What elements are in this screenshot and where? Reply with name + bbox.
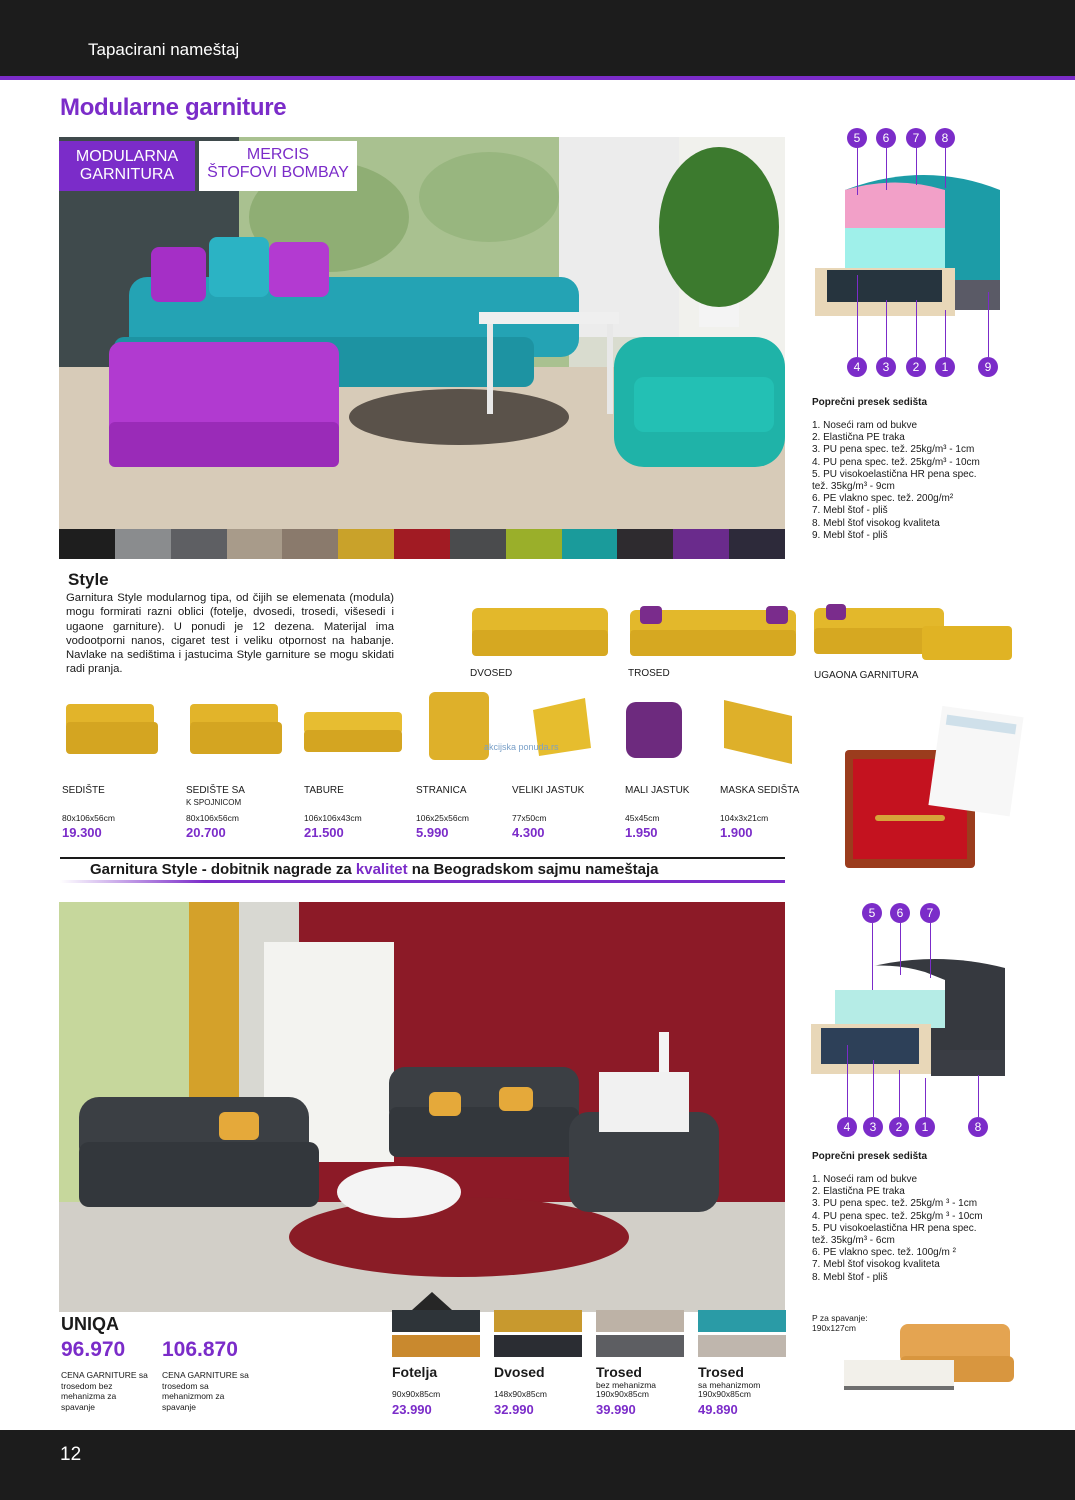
- spec-item: 7. Mebl štof - pliš: [812, 505, 888, 517]
- module-photo-mali-jastuk: [620, 698, 688, 762]
- bed-size: 190x127cm: [812, 1323, 856, 1333]
- fabric-swatch: [450, 529, 506, 559]
- uniqa-swatch: [698, 1335, 786, 1357]
- cs2-top-7: 7: [920, 903, 940, 923]
- module-size: 45x45cm: [625, 813, 660, 823]
- module-price: 19.300: [62, 825, 102, 840]
- cs1-top-line: [886, 148, 887, 190]
- module-size: 104x3x21cm: [720, 813, 769, 823]
- uniqa-item-sub: sa mehanizmom: [698, 1380, 761, 1390]
- spec-list-2: [812, 1174, 1022, 1284]
- uniqa-item-size: 190x90x85cm: [596, 1389, 649, 1399]
- cs1-bot-4: 4: [847, 357, 867, 377]
- uniqa-item-name: Trosed: [698, 1364, 744, 1380]
- cs1-bot-1: 1: [935, 357, 955, 377]
- uniqa-price-1: 96.970: [61, 1338, 126, 1361]
- cs1-top-line: [916, 148, 917, 185]
- fabric-swatch: [617, 529, 673, 559]
- spec-item: tež. 35kg/m³ - 6cm: [812, 1235, 895, 1247]
- cross-section-diagram-2: [805, 910, 1015, 1120]
- fabric-swatch-strip: [59, 529, 785, 559]
- module-name: TABURE: [304, 785, 344, 796]
- module-name: SEDIŠTE: [62, 785, 105, 796]
- cs2-bot-2: 2: [889, 1117, 909, 1137]
- badge-modular: [59, 141, 195, 191]
- badge-modular-line1: MODULARNA: [75, 148, 179, 165]
- cs2-bot-line: [873, 1060, 874, 1117]
- sofa-bed-photo: [840, 1320, 1015, 1410]
- style-heading: Style: [68, 570, 109, 589]
- cs1-bot-3: 3: [876, 357, 896, 377]
- uniqa-swatch: [494, 1310, 582, 1332]
- footer-bar: [0, 1430, 1075, 1500]
- pointer-triangle: [412, 1292, 452, 1310]
- module-name: STRANICA: [416, 785, 467, 796]
- cs2-bot-line: [847, 1045, 848, 1117]
- spec-item: 4. PU pena spec. tež. 25kg/m³ - 10cm: [812, 456, 980, 468]
- fabric-swatch: [115, 529, 171, 559]
- module-price: 5.990: [416, 825, 449, 840]
- fabric-swatch: [171, 529, 227, 559]
- cs1-bot-line: [988, 292, 989, 357]
- award-bar-bottom: [60, 880, 785, 883]
- bed-note: P za spavanje:: [812, 1313, 868, 1323]
- spec-title: Poprečni presek sedišta: [812, 397, 928, 408]
- cs1-top-7: 7: [906, 128, 926, 148]
- module-size: 106x106x43cm: [304, 813, 362, 823]
- cs1-bot-line: [886, 300, 887, 357]
- spec-item: 2. Elastična PE traka: [812, 432, 905, 444]
- award-text-end: na Beogradskom sajmu nameštaja: [411, 861, 659, 878]
- spec-item: 1. Noseći ram od bukve: [812, 1174, 918, 1185]
- spec-item: 8. Mebl štof - pliš: [812, 1271, 888, 1283]
- fabric-swatch: [338, 529, 394, 559]
- module-price: 4.300: [512, 825, 545, 840]
- cs2-bot-4: 4: [837, 1117, 857, 1137]
- product-photo-dvosed: [470, 600, 610, 662]
- style-description: Garnitura Style modularnog tipa, od čijih se elemenata (modula) mogu formirati razni oblici (fotelje, dvosedi, trosedi, višesedi i ugaone garniture). U ponudi je 12 dezena. Materijal ima vodootporni nanos, cigaret test i veliku otpornost na habanje. Navlake na sedištima i jastucima Style garniture se mogu skidati radi pranja.: [66, 592, 394, 676]
- uniqa-item-name: Trosed: [596, 1364, 642, 1380]
- header-divider: [0, 76, 1075, 80]
- spec-item: 2. Elastična PE traka: [812, 1186, 905, 1198]
- fabric-swatch: [673, 529, 729, 559]
- module-price: 20.700: [186, 825, 226, 840]
- header-bar: [0, 0, 1075, 76]
- module-photo-sediste-spojnica: [186, 700, 286, 760]
- cs2-top-line: [930, 923, 931, 978]
- fabric-swatch: [282, 529, 338, 559]
- fabric-swatch: [59, 529, 115, 559]
- uniqa-note-2: CENA GARNITURE sa trosedom sa mehanizmom za spavanje: [162, 1370, 249, 1412]
- badge-fabric-line2: ŠTOFOVI BOMBAY: [207, 164, 349, 181]
- uniqa-swatch: [596, 1335, 684, 1357]
- spec-item: 3. PU pena spec. tež. 25kg/m³ - 1cm: [812, 444, 975, 456]
- cs1-top-6: 6: [876, 128, 896, 148]
- cs2-bot-3: 3: [863, 1117, 883, 1137]
- spec-item: 1. Noseći ram od bukve: [812, 420, 918, 431]
- module-size: 106x25x56cm: [416, 813, 469, 823]
- fabric-swatch: [729, 529, 785, 559]
- cs1-bot-2: 2: [906, 357, 926, 377]
- module-name: MALI JASTUK: [625, 785, 690, 796]
- uniqa-swatch: [698, 1310, 786, 1332]
- module-subname: K SPOJNICOM: [186, 798, 242, 807]
- award-text-highlight: kvalitet: [355, 861, 408, 878]
- spec-item: 8. Mebl štof visokog kvaliteta: [812, 517, 940, 529]
- award-bar-top: [60, 857, 785, 859]
- cs2-bot-line: [925, 1078, 926, 1117]
- watermark: akcijska ponuda.rs: [484, 742, 559, 752]
- module-price: 1.950: [625, 825, 658, 840]
- product-photo-ugaona: [812, 598, 1014, 664]
- module-size: 80x106x56cm: [186, 813, 239, 823]
- spec-list: [812, 420, 1022, 542]
- module-name: MASKA SEDIŠTA: [720, 785, 800, 796]
- product-label: DVOSED: [470, 668, 513, 679]
- uniqa-sofa-photo: [59, 902, 785, 1312]
- cs1-bot-line: [945, 310, 946, 357]
- award-text-start: Garnitura Style - dobitnik nagrade za: [90, 861, 352, 878]
- module-size: 80x106x56cm: [62, 813, 115, 823]
- cs1-bot-line: [857, 275, 858, 357]
- uniqa-item-sub: bez mehanizma: [596, 1380, 657, 1390]
- cs2-top-line: [900, 923, 901, 975]
- badge-modular-line2: GARNITURA: [79, 166, 175, 183]
- fabric-swatch: [506, 529, 562, 559]
- spec-item: 6. PE vlakno spec. tež. 100g/m ²: [812, 1247, 956, 1259]
- section-title: Tapacirani nameštaj: [88, 40, 240, 59]
- fabric-swatch: [394, 529, 450, 559]
- uniqa-swatch: [596, 1310, 684, 1332]
- cs1-bot-line: [916, 300, 917, 357]
- page-number: 12: [60, 1444, 82, 1465]
- module-size: 77x50cm: [512, 813, 547, 823]
- cs1-top-line: [945, 148, 946, 188]
- award-box-photo: [845, 705, 1025, 870]
- uniqa-item-size: 90x90x85cm: [392, 1389, 441, 1399]
- cs2-top-5: 5: [862, 903, 882, 923]
- badge-fabric: [199, 141, 357, 191]
- uniqa-swatch: [392, 1335, 480, 1357]
- uniqa-price-2: 106.870: [162, 1338, 238, 1361]
- uniqa-item-name: Fotelja: [392, 1364, 438, 1380]
- cs1-top-line: [857, 148, 858, 195]
- uniqa-item-size: 190x90x85cm: [698, 1389, 751, 1399]
- spec-title-2: Poprečni presek sedišta: [812, 1151, 928, 1162]
- award-text: [90, 861, 659, 878]
- module-name: SEDIŠTE SA: [186, 785, 245, 796]
- module-name: VELIKI JASTUK: [512, 785, 585, 796]
- cs2-bot-line: [978, 1075, 979, 1117]
- cs2-top-6: 6: [890, 903, 910, 923]
- cs1-bot-9: 9: [978, 357, 998, 377]
- product-label: TROSED: [628, 668, 670, 679]
- uniqa-item-price: 23.990: [392, 1402, 432, 1417]
- module-photo-maska: [718, 694, 798, 768]
- module-photo-tabure: [300, 706, 406, 758]
- uniqa-item-price: 32.990: [494, 1402, 534, 1417]
- uniqa-heading: UNIQA: [61, 1314, 119, 1334]
- module-price: 21.500: [304, 825, 344, 840]
- cs1-top-5: 5: [847, 128, 867, 148]
- cross-section-diagram: [805, 120, 1015, 380]
- uniqa-item-size: 148x90x85cm: [494, 1389, 547, 1399]
- badge-fabric-line1: MERCIS: [246, 146, 310, 163]
- cs2-bot-8: 8: [968, 1117, 988, 1137]
- spec-item: 9. Mebl štof - pliš: [812, 529, 888, 541]
- uniqa-swatch: [494, 1335, 582, 1357]
- cs2-bot-line: [899, 1070, 900, 1117]
- spec-item: 7. Mebl štof visokog kvaliteta: [812, 1259, 940, 1271]
- product-photo-trosed: [628, 600, 798, 662]
- modular-sofa-photo: [59, 137, 785, 529]
- product-label: UGAONA GARNITURA: [814, 670, 919, 681]
- module-price: 1.900: [720, 825, 753, 840]
- uniqa-item-price: 49.890: [698, 1402, 738, 1417]
- fabric-swatch: [562, 529, 618, 559]
- spec-item: 3. PU pena spec. tež. 25kg/m ³ - 1cm: [812, 1198, 978, 1210]
- page-title: Modularne garniture: [60, 94, 287, 121]
- spec-item: 6. PE vlakno spec. tež. 200g/m²: [812, 493, 954, 505]
- uniqa-note-1: CENA GARNITURE sa trosedom bez mehanizma za spavanje: [61, 1370, 148, 1412]
- uniqa-swatch: [392, 1310, 480, 1332]
- module-photo-sediste: [62, 700, 162, 760]
- cs2-bot-1: 1: [915, 1117, 935, 1137]
- spec-item: 5. PU visokoelastična HR pena spec.: [812, 1222, 977, 1234]
- uniqa-item-name: Dvosed: [494, 1364, 545, 1380]
- uniqa-item-price: 39.990: [596, 1402, 636, 1417]
- fabric-swatch: [227, 529, 283, 559]
- spec-item: 5. PU visokoelastična HR pena spec.: [812, 468, 977, 480]
- cs1-top-8: 8: [935, 128, 955, 148]
- module-photo-stranica: [425, 688, 495, 764]
- spec-item: 4. PU pena spec. tež. 25kg/m ³ - 10cm: [812, 1210, 983, 1222]
- spec-item: tež. 35kg/m³ - 9cm: [812, 481, 895, 493]
- cs2-top-line: [872, 923, 873, 990]
